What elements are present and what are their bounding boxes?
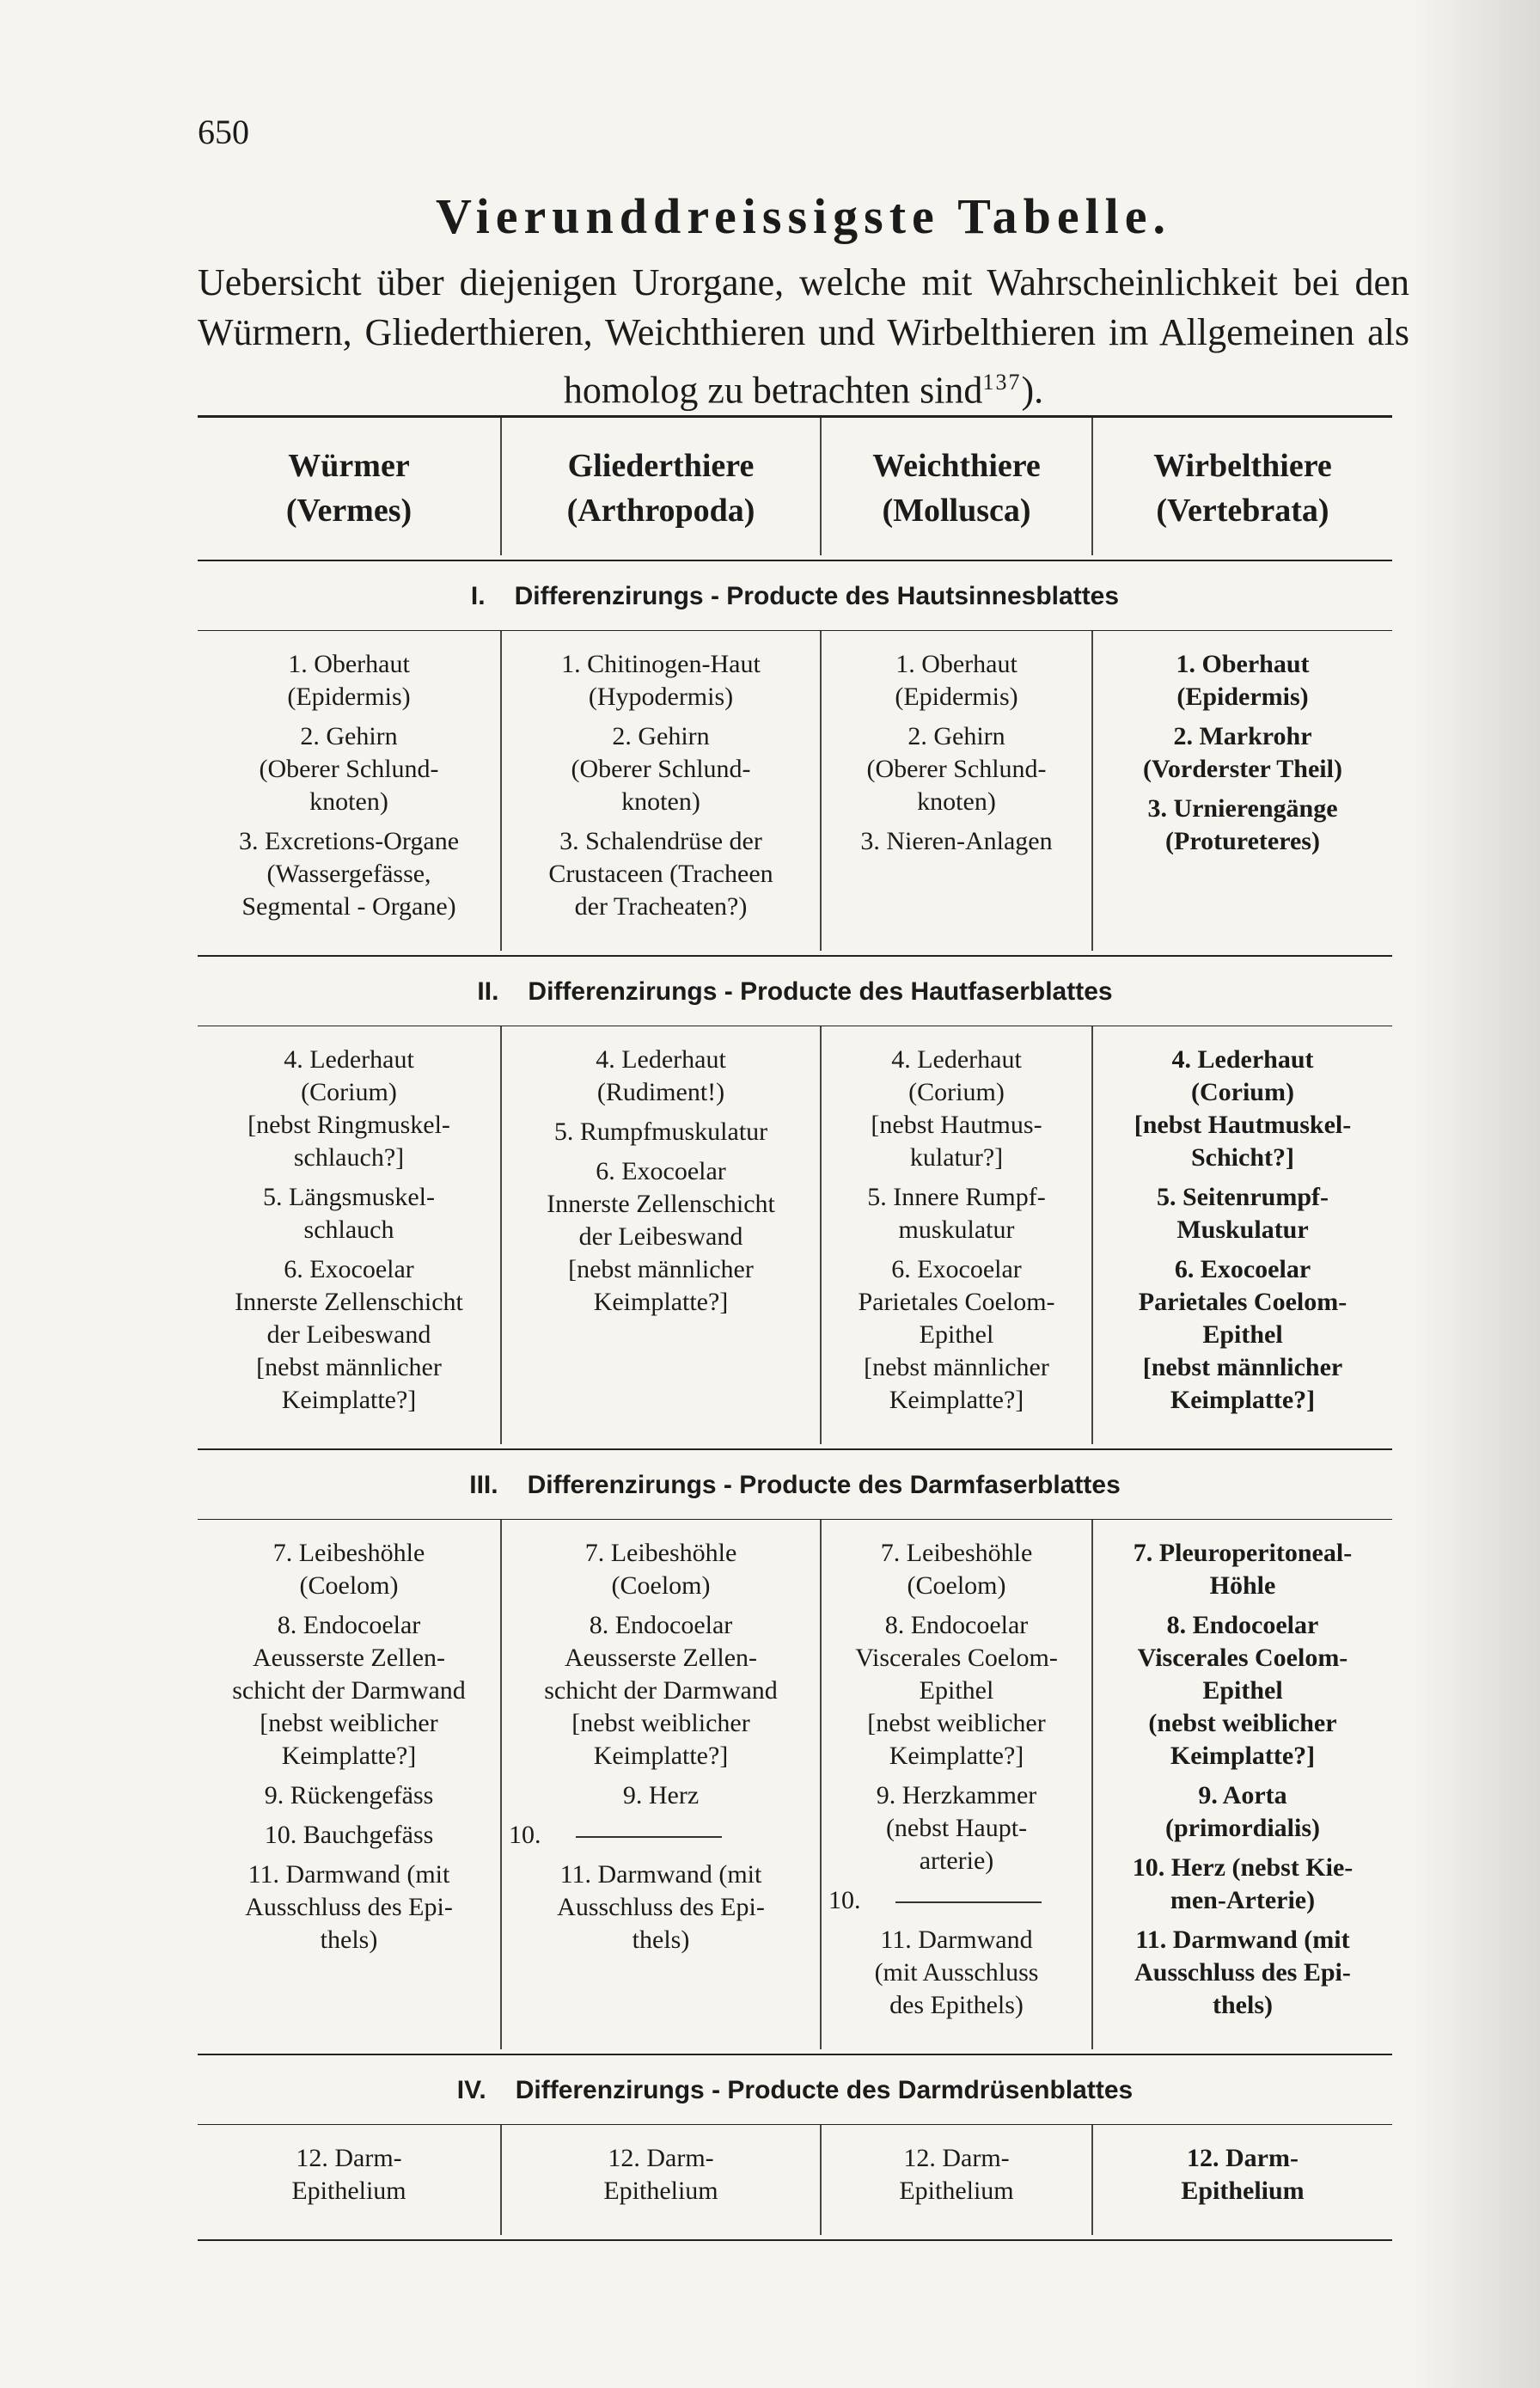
table-cell (198, 631, 500, 951)
table-cell (1091, 2125, 1392, 2235)
organ-entry: 11. Darmwand (mit Ausschluss des Epi- thels) (557, 1860, 765, 1954)
table-cell (500, 1026, 820, 1444)
section-numeral: IV. (456, 2076, 486, 2104)
organ-entry: 12. Darm- Epithelium (899, 2144, 1014, 2205)
homology-table (198, 411, 1392, 2241)
section-title (198, 2055, 1392, 2124)
organ-entry: 6. Exocoelar Parietales Coelom- Epithel [nebst männlicher Keimplatte?] (1138, 1255, 1348, 1414)
table-cell (820, 2125, 1091, 2235)
subtitle-end: ). (1021, 369, 1044, 412)
organ-entry: 1. Chitinogen-Haut (Hypodermis) (561, 650, 761, 711)
header-row (198, 418, 1392, 555)
header-mollusca (820, 418, 1091, 555)
header-latin: (Vermes) (285, 493, 412, 529)
table-sections (198, 560, 1392, 2241)
organ-entry: 10. (828, 1884, 1085, 1917)
organ-entry: 10. Herz (nebst Kie- men-Arterie) (1132, 1853, 1354, 1914)
organ-entry: 3. Schalendrüse der Crustaceen (Tracheen der Tracheaten?) (548, 827, 773, 921)
organ-entry: 10. Bauchgefäss (264, 1821, 434, 1849)
section-numeral: I. (470, 582, 486, 610)
organ-entry: 4. Lederhaut (Corium) [nebst Hautmus- kulatur?] (871, 1045, 1042, 1172)
table-cell (820, 631, 1091, 951)
organ-entry: 7. Leibeshöhle (Coelom) (584, 1539, 737, 1600)
section-body (198, 2125, 1392, 2235)
organ-entry: 1. Oberhaut (Epidermis) (895, 650, 1018, 711)
table-subtitle (198, 258, 1409, 416)
organ-entry: 12. Darm- Epithelium (291, 2144, 406, 2205)
header-vermes (198, 418, 500, 555)
organ-entry: 11. Darmwand (mit Ausschluss des Epi- thels) (245, 1860, 453, 1954)
organ-entry: 6. Exocoelar Innerste Zellenschicht der Leibeswand [nebst männlicher Keimplatte?] (547, 1157, 775, 1316)
section-title (198, 561, 1392, 630)
organ-entry: 9. Rückengefäss (264, 1781, 434, 1809)
table-cell (500, 631, 820, 951)
header-latin: (Arthropoda) (566, 493, 755, 529)
table-cell (1091, 631, 1392, 951)
table-cell (198, 2125, 500, 2235)
organ-entry: 9. Herzkammer (nebst Haupt- arterie) (876, 1781, 1037, 1875)
organ-entry: 12. Darm- Epithelium (1181, 2144, 1305, 2205)
table-cell (198, 1520, 500, 2049)
organ-entry: 3. Nieren-Anlagen (860, 827, 1053, 855)
organ-entry: 5. Längsmuskel- schlauch (263, 1183, 435, 1244)
section-body (198, 631, 1392, 951)
organ-entry: 1. Oberhaut (Epidermis) (1176, 650, 1310, 711)
header-name: Gliederthiere (567, 448, 755, 484)
table-cell (198, 1026, 500, 1444)
header-name: Weichthiere (872, 448, 1041, 484)
section-body (198, 1026, 1392, 1444)
organ-entry: 5. Rumpfmuskulatur (553, 1117, 768, 1146)
section-body (198, 1520, 1392, 2049)
organ-entry: 3. Urnierengänge (Protureteres) (1147, 794, 1338, 855)
organ-entry: 3. Excretions-Organe (Wassergefässe, Segmental - Organe) (238, 827, 460, 921)
page-edge-shadow (1411, 0, 1540, 2388)
organ-entry: 8. Endocoelar Viscerales Coelom- Epithel (nebst weiblicher Keimplatte?] (1137, 1611, 1348, 1770)
table-title: Vierunddreissigste Tabelle. (435, 188, 1172, 244)
organ-entry: 6. Exocoelar Innerste Zellenschicht der Leibeswand [nebst männlicher Keimplatte?] (235, 1255, 463, 1414)
header-name: Würmer (288, 448, 410, 484)
organ-entry: 5. Innere Rumpf- muskulatur (867, 1183, 1046, 1244)
section-title (198, 957, 1392, 1026)
organ-entry: 4. Lederhaut (Corium) [nebst Hautmuskel- Schicht?] (1134, 1045, 1352, 1172)
organ-entry: 8. Endocoelar Aeusserste Zellen- schicht der Darmwand [nebst weiblicher Keimplatte?] (544, 1611, 778, 1770)
section-title-text: Differenzirungs - Producte des Hautsinnesblattes (514, 582, 1120, 610)
organ-entry: 9. Herz (622, 1781, 700, 1809)
organ-entry: 7. Pleuroperitoneal- Höhle (1133, 1539, 1353, 1600)
organ-entry: 1. Oberhaut (Epidermis) (287, 650, 411, 711)
organ-entry: 9. Aorta (primordialis) (1165, 1781, 1320, 1842)
organ-entry: 8. Endocoelar Aeusserste Zellen- schicht der Darmwand [nebst weiblicher Keimplatte?] (232, 1611, 466, 1770)
header-vertebrata (1091, 418, 1392, 555)
section-title-text: Differenzirungs - Producte des Hautfaserblattes (528, 977, 1113, 1006)
header-latin: (Vertebrata) (1156, 493, 1329, 529)
organ-entry: 7. Leibeshöhle (Coelom) (272, 1539, 425, 1600)
header-name: Wirbelthiere (1153, 448, 1332, 484)
organ-entry: 11. Darmwand (mit Ausschluss des Epi- thels) (1134, 1926, 1351, 2019)
header-latin: (Mollusca) (882, 493, 1031, 529)
table-cell (500, 1520, 820, 2049)
organ-entry: 2. Gehirn (Oberer Schlund- knoten) (571, 722, 751, 816)
organ-entry: 12. Darm- Epithelium (603, 2144, 718, 2205)
table-cell (820, 1520, 1091, 2049)
subtitle-text: Uebersicht über diejenigen Urorgane, welche mit Wahrscheinlichkeit bei den Würmern, Gliederthieren, Weichthieren und Wirbelthieren im Allgemeinen als homolog zu betrachten sind (198, 261, 1409, 412)
section-title (198, 1450, 1392, 1519)
organ-entry: 7. Leibeshöhle (Coelom) (880, 1539, 1033, 1600)
section-title-text: Differenzirungs - Producte des Darmfaserblattes (527, 1471, 1121, 1499)
organ-entry: 11. Darmwand (mit Ausschluss des Epithels) (874, 1926, 1039, 2019)
organ-entry: 4. Lederhaut (Corium) [nebst Ringmuskel- schlauch?] (248, 1045, 450, 1172)
table-cell (1091, 1026, 1392, 1444)
organ-entry: 10. (509, 1819, 813, 1852)
organ-entry: 4. Lederhaut (Rudiment!) (596, 1045, 726, 1106)
table-cell (500, 2125, 820, 2235)
empty-dash (576, 1836, 722, 1838)
table-bottom-rule (198, 2239, 1392, 2241)
organ-entry: 2. Gehirn (Oberer Schlund- knoten) (259, 722, 439, 816)
table-cell (1091, 1520, 1392, 2049)
page-number: 650 (198, 113, 249, 151)
section-title-text: Differenzirungs - Producte des Darmdrüsenblattes (515, 2076, 1134, 2104)
organ-entry: 2. Gehirn (Oberer Schlund- knoten) (866, 722, 1047, 816)
section-numeral: III. (469, 1471, 498, 1499)
header-arthropoda (500, 418, 820, 555)
section-numeral: II. (477, 977, 499, 1006)
organ-entry: 5. Seitenrumpf- Muskulatur (1157, 1183, 1329, 1244)
organ-entry: 8. Endocoelar Viscerales Coelom- Epithel [nebst weiblicher Keimplatte?] (855, 1611, 1058, 1770)
table-cell (820, 1026, 1091, 1444)
footnote-ref: 137 (982, 370, 1022, 395)
organ-entry: 6. Exocoelar Parietales Coelom- Epithel [nebst männlicher Keimplatte?] (858, 1255, 1055, 1414)
empty-dash (895, 1901, 1042, 1903)
organ-entry: 2. Markrohr (Vorderster Theil) (1143, 722, 1342, 783)
